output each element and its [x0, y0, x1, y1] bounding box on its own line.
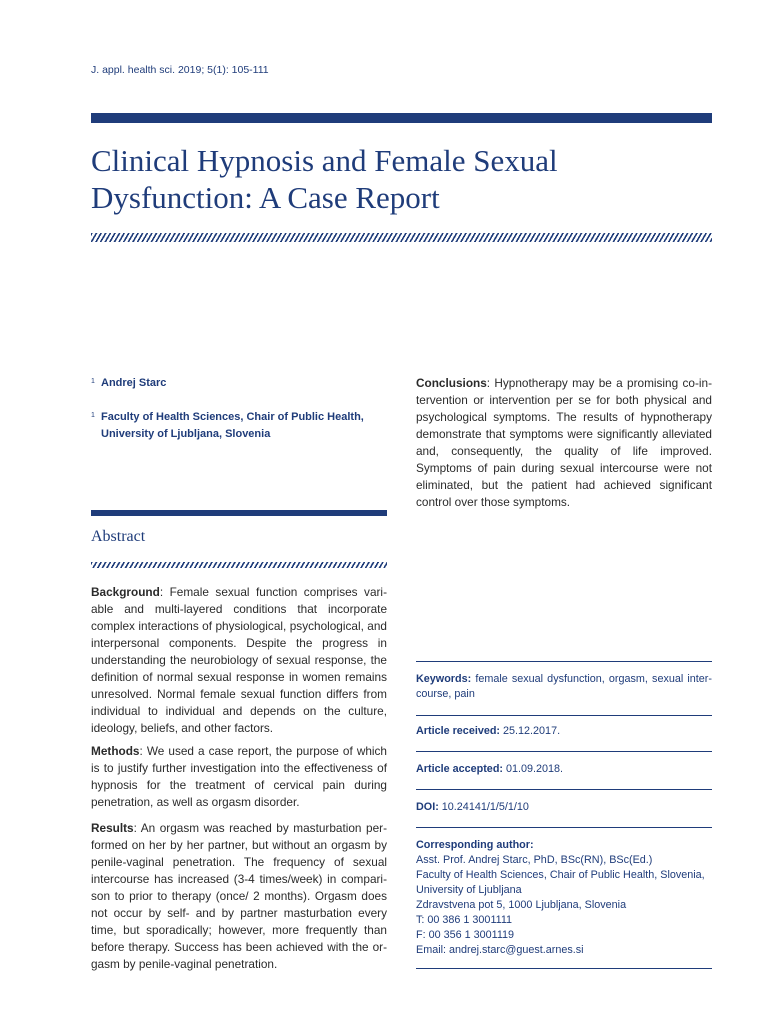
abstract-divider: [91, 562, 387, 568]
corr-line: Asst. Prof. Andrej Starc, PhD, BSc(RN), BSc(Ed.): [416, 854, 653, 866]
corr-line: Faculty of Health Sciences, Chair of Public Health, Slovenia,: [416, 869, 705, 881]
results-paragraph: [91, 820, 387, 973]
keywords: [416, 672, 712, 702]
conclusions-paragraph: [416, 375, 712, 511]
author-marker: 1: [91, 378, 95, 385]
affiliation-line: [91, 409, 371, 443]
article-received: [416, 724, 712, 739]
corresponding-author: [416, 838, 712, 958]
keywords-label: Keywords:: [416, 673, 472, 685]
keywords-text: female sexual dysfunction, orgasm, sexual intercourse, pain: [416, 673, 712, 700]
article-title: Clinical Hypnosis and Female Sexual Dysfunction: A Case Report: [91, 143, 558, 215]
doi-label: DOI:: [416, 801, 439, 813]
methods-paragraph: [91, 743, 387, 811]
corr-label: Corresponding author:: [416, 839, 534, 851]
affiliation-text: Faculty of Health Sciences, Chair of Public Health, University of Ljubljana, Slovenia: [101, 411, 364, 440]
meta-rule: [416, 827, 712, 828]
header-bar: [91, 113, 712, 123]
methods-text: : We used a case report, the purpose of which is to justify further investigation into the effectiveness of hypnosis for the treatment of cervical pain during penetration, as well as orgasm disorder.: [91, 744, 387, 809]
results-text: : An orgasm was reached by masturbation performed on her by her partner, but without an orgasm by penile-vaginal penetration. The frequency of sexual intercourse has increased (3-4 times/week) in comparison to prior to therapy (once/ 2 months). Orgasm does not occur by self- and by partner masturbation every time, but sporadically; however, more frequently than before therapy. Success has been achieved with the orgasm by penile-vaginal penetration.: [91, 821, 387, 971]
accepted-value: 01.09.2018.: [503, 763, 564, 775]
meta-rule: [416, 661, 712, 662]
affiliation-marker: 1: [91, 412, 95, 419]
article-accepted: [416, 762, 712, 777]
doi-value: 10.24141/1/5/1/10: [438, 801, 529, 813]
corr-line: Zdravstvena pot 5, 1000 Ljubljana, Slovenia: [416, 899, 627, 911]
background-text: : Female sexual function comprises variable and multi-layered conditions that incorporate complex interactions of physiological, psychological, and interpersonal components. Despite the progress in understanding the neurobiology of sexual response, the definition of normal sexual response in women remains unresolved. Normal female sexual function differs from individual to individual and depends on the culture, ideology, beliefs, and other factors.: [91, 585, 387, 735]
results-label: Results: [91, 821, 134, 835]
received-label: Article received:: [416, 725, 501, 737]
meta-rule: [416, 968, 712, 969]
meta-rule: [416, 751, 712, 752]
title-divider: [91, 233, 712, 242]
abstract-bar: [91, 510, 387, 516]
corr-line: T: 00 386 1 3001111: [416, 914, 513, 926]
doi: [416, 800, 712, 815]
received-value: 25.12.2017.: [500, 725, 561, 737]
meta-rule: [416, 715, 712, 716]
abstract-heading: Abstract: [91, 528, 146, 545]
background-paragraph: [91, 584, 387, 737]
journal-reference: J. appl. health sci. 2019; 5(1): 105-111: [91, 64, 269, 76]
conclusions-label: Conclusions: [416, 376, 487, 390]
accepted-label: Article accepted:: [416, 763, 504, 775]
author-line: [91, 375, 371, 392]
corr-line: F: 00 356 1 3001119: [416, 929, 515, 941]
methods-label: Methods: [91, 744, 140, 758]
conclusions-text: : Hypnotherapy may be a promising co-intervention or intervention per se for both physical and psychological symptoms. The results of hypnotherapy demonstrate that symptoms were significantly alleviated and, consequently, the quality of life improved. Symptoms of pain during sexual intercourse were not eliminated, but the patient had achieved significant control over those symptoms.: [416, 376, 712, 509]
corr-email[interactable]: Email: andrej.starc@guest.arnes.si: [416, 944, 584, 956]
corr-line: University of Ljubljana: [416, 884, 522, 896]
background-label: Background: [91, 585, 160, 599]
meta-rule: [416, 789, 712, 790]
author-name: Andrej Starc: [101, 377, 167, 389]
